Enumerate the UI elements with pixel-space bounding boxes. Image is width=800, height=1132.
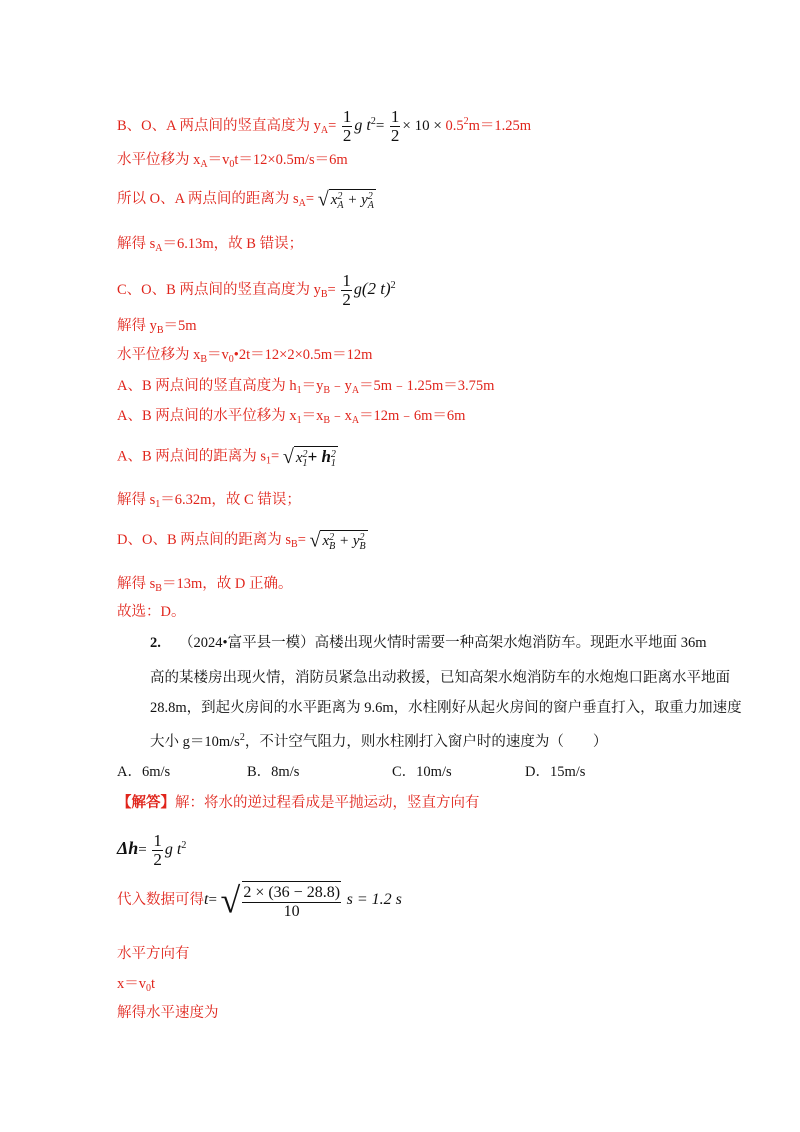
math-gt: g t	[354, 116, 371, 134]
equation-delta-h: Δh= $\frac{1}{2}$ g $t^2$	[117, 831, 187, 870]
question-2-line-3: 28.8m，到起火房间的水平距离为 9.6m，水柱刚好从起火房间的窗户垂直打入，取重力加速度	[150, 700, 742, 716]
fraction: $\frac{1}{2}$	[342, 107, 352, 145]
equation-t: 代入数据可得t= √ $\frac{2 \times (36 - 28.8)}{10}$ s = 1.2 s	[117, 881, 402, 921]
equals: =	[328, 117, 337, 134]
question-2-line-4: 大小 $g=10m/s^2$，不计空气阻力，则水柱刚打入窗户时的速度为（ ）	[150, 732, 608, 750]
horizontal-speed: 解得水平速度为	[117, 1005, 219, 1021]
solution-line-xb: 水平位移为 $x_B=v_0•2t=12\times 2\times 0.5m=12m$	[117, 347, 373, 365]
solution-line-h1: A、B 两点间的竖直高度为 $h_1=y_B﹣y_A=5m﹣1.25m=3.75m$	[117, 378, 495, 396]
solution-line-yb: 解得 $y_B=5m$	[117, 318, 197, 336]
superscript: 2	[463, 115, 469, 127]
equation-x: $x=v_0t$	[117, 976, 156, 994]
option-b: B．8m/s	[247, 764, 300, 780]
question-number: 2.	[150, 635, 161, 651]
solution-line-s1-result: 解得 $s_1=6.32m$，故 C 错误；	[117, 492, 301, 510]
result: m＝1.25m	[468, 117, 532, 134]
solution-line-xa: 水平位移为 $x_A=v_0t=12\times 0.5m/s=6m$	[117, 152, 348, 170]
fraction: $\frac{1}{2}$	[390, 107, 400, 145]
option-c: C．10m/s	[392, 764, 452, 780]
value: 0.5	[445, 117, 464, 134]
solution-line-x1: A、B 两点间的水平位移为 $x_1=x_B﹣x_A=12m﹣6m=6m$	[117, 408, 466, 426]
math-mul: × 10 ×	[402, 117, 442, 134]
text: B、O、A 两点间的竖直高度为 y	[117, 117, 321, 134]
sqrt-expression: √ x2 A + y2 A	[317, 188, 374, 211]
option-a: A．6m/s	[117, 764, 171, 780]
answer-tag: 【解答】	[117, 795, 175, 811]
solution-line-sa-result: 解得 $s_A=6.13m$，故 B 错误；	[117, 236, 304, 254]
solution-line-sa: 所以 O、A 两点间的距离为 $s_A=$ √ x2 A + y2 A	[117, 188, 374, 211]
solution-line-sb: D、O、B 两点间的距离为 $s_B=$ √ x2 B + y2 B	[117, 529, 366, 552]
solution-line-s1: A、B 两点间的距离为 $s_1=$ √ x2 1+ h2 1	[117, 446, 336, 469]
horizontal-direction: 水平方向有	[117, 946, 190, 962]
answer-header: 【解答】解：将水的逆过程看成是平抛运动，竖直方向有	[117, 795, 480, 811]
option-d: D．15m/s	[525, 764, 586, 780]
solution-line-b-height	[117, 108, 531, 145]
superscript: 2	[370, 115, 376, 127]
solution-line-c-height: C、O、B 两点间的竖直高度为 $y_B=$ $\frac{1}{2}$ g(2 t)$^2$	[117, 271, 396, 309]
subscript: A	[320, 124, 329, 136]
final-choice: 故选：D。	[117, 604, 186, 620]
equals: =	[375, 117, 385, 134]
solution-line-sb-result: 解得 $s_B=13m$，故 D 正确。	[117, 576, 293, 594]
question-2-line-2: 高的某楼房出现火情，消防员紧急出动救援，已知高架水炮消防车的水炮炮口距离水平地面	[150, 670, 730, 686]
question-2-line-1: 2. （2024•富平县一模）高楼出现火情时需要一种高架水炮消防车。现距水平地面 36m	[150, 635, 707, 651]
